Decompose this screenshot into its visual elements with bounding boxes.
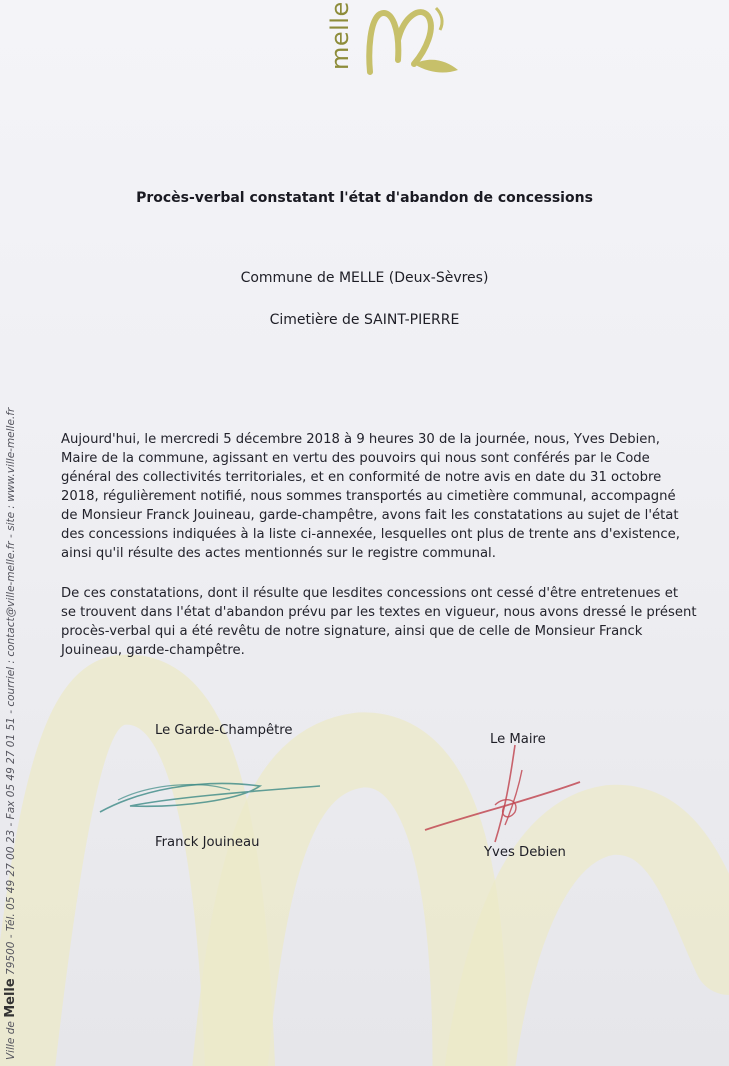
side-org-details: 79500 - Tél. 05 49 27 00 23 - Fax 05 49 27 01 51 - courriel : contact@ville-melle.fr - site : www.ville-melle.fr (5, 407, 17, 975)
document-title: Procès-verbal constatant l'état d'abandon de concessions (136, 190, 593, 206)
side-org-name: Melle (3, 978, 18, 1018)
paragraph-line: de Monsieur Franck Jouineau, garde-champêtre, avons fait les constatations au sujet de l'état (61, 508, 679, 523)
paragraph-line: se trouvent dans l'état d'abandon prévu par les textes en vigueur, nous avons dressé le présent (61, 605, 697, 620)
paragraph-line: 2018, régulièrement notifié, nous sommes transportés au cimetière communal, accompagné (61, 489, 676, 504)
cemetery-heading: Cimetière de SAINT-PIERRE (269, 312, 460, 328)
paragraph-line: Aujourd'hui, le mercredi 5 décembre 2018 à 9 heures 30 de la journée, nous, Yves Debien, (61, 432, 660, 447)
maire-label: Le Maire (490, 732, 546, 747)
logo-wordmark: melle (326, 1, 354, 70)
paragraph-line: général des collectivités territoriales, et en conformité de notre avis en date du 31 octobre (61, 470, 662, 485)
commune-heading: Commune de MELLE (Deux-Sèvres) (240, 270, 489, 286)
paragraph-line: De ces constatations, dont il résulte que lesdites concessions ont cessé d'être entretenues et (61, 586, 679, 601)
paragraph-line: ainsi qu'il résulte des actes mentionnés sur le registre communal. (61, 546, 496, 561)
paragraph-line: Jouineau, garde-champêtre. (61, 643, 245, 658)
side-org-prefix: Ville de (5, 1021, 17, 1060)
maire-name: Yves Debien (484, 845, 566, 860)
garde-champetre-name: Franck Jouineau (155, 835, 260, 850)
paragraph-line: des concessions indiquées à la liste ci-annexée, lesquelles ont plus de trente ans d'existence, (61, 527, 680, 542)
paragraph-line: procès-verbal qui a été revêtu de notre signature, ainsi que de celle de Monsieur Franck (61, 624, 643, 639)
garde-champetre-label: Le Garde-Champêtre (155, 723, 293, 738)
paragraph-line: Maire de la commune, agissant en vertu des pouvoirs qui nous sont conférés par le Code (61, 451, 650, 466)
